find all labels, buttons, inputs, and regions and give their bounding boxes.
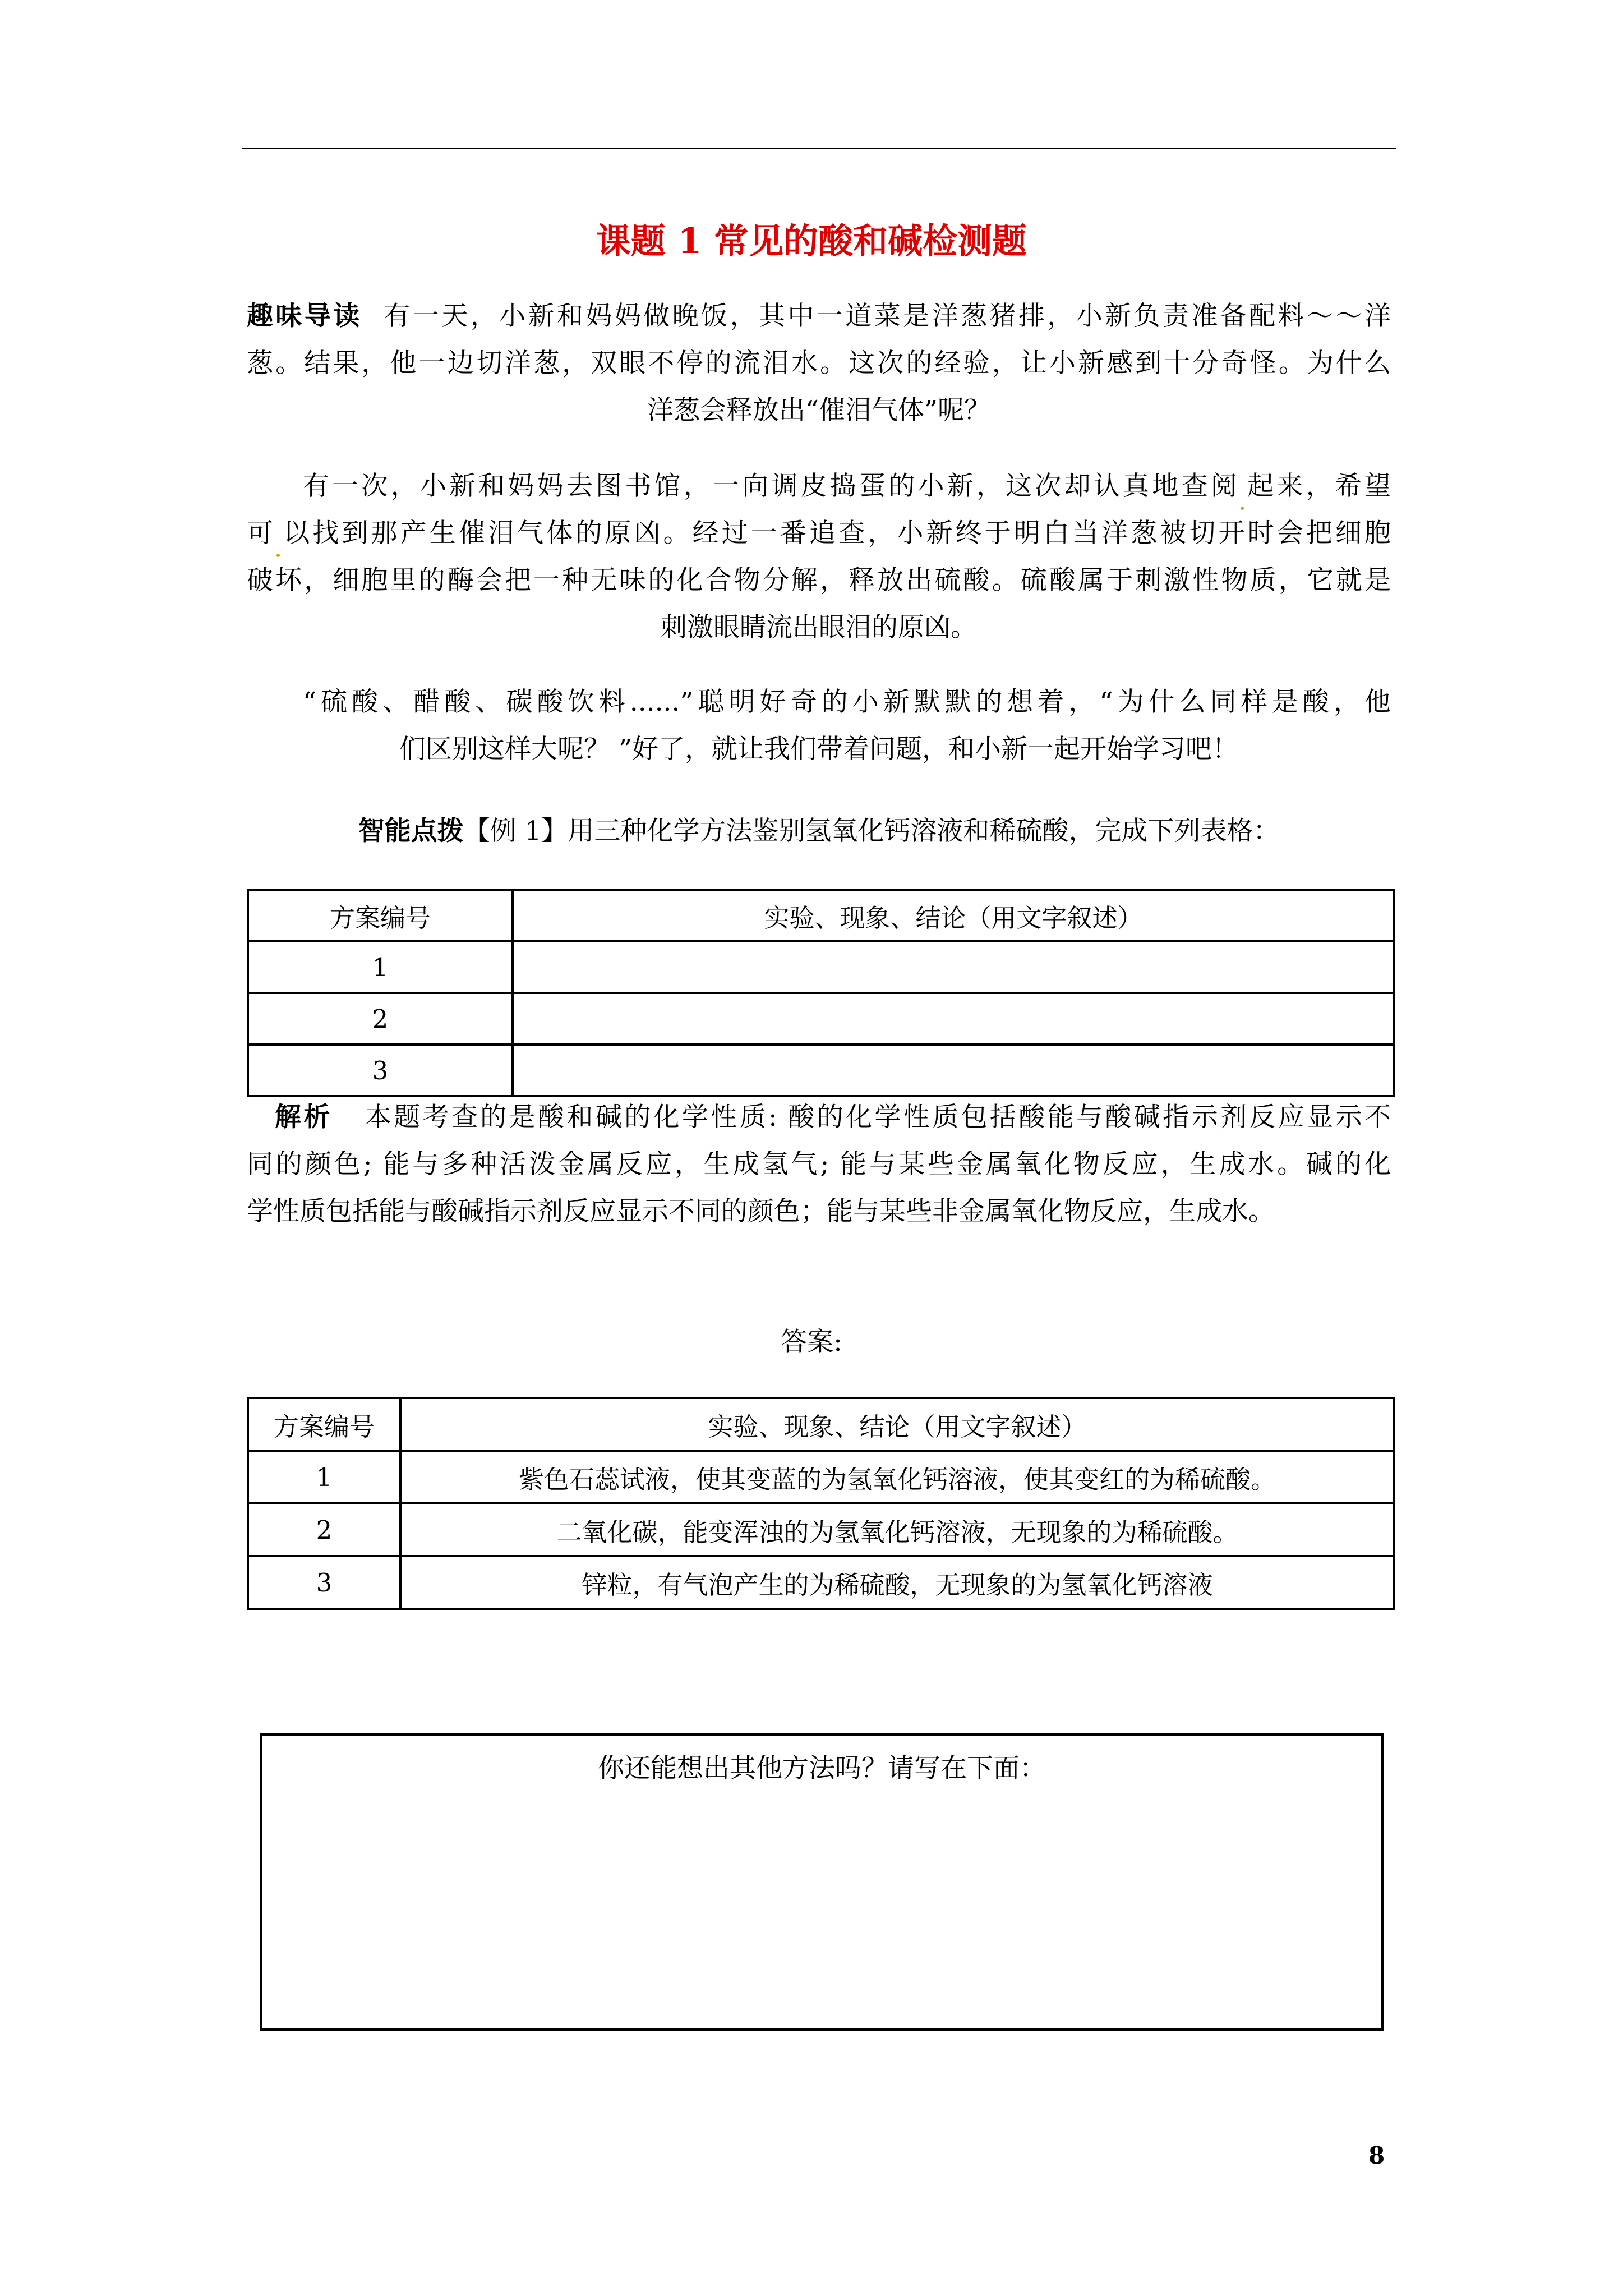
answer-text: 二氧化碳，能变浑浊的为氢氧化钙溶液，无现象的为稀硫酸。 [400, 1503, 1394, 1556]
row-number: 2 [248, 1503, 400, 1556]
table-header-row [248, 890, 1394, 941]
analysis-paragraph [247, 1094, 1391, 1235]
answer-table [247, 1397, 1395, 1610]
header-plan-number: 方案编号 [248, 890, 513, 941]
analysis-line-1: 解析 本题考查的是酸和碱的化学性质: 酸的化学性质包括酸能与酸碱指示剂反应显示不 [275, 1102, 1391, 1133]
write-in-box[interactable] [260, 1733, 1384, 2031]
analysis-line-3: 学性质包括能与酸碱指示剂反应显示不同的颜色；能与某些非金属氧化物反应，生成水。 [247, 1196, 1275, 1227]
answer-text: 锌粒，有气泡产生的为稀硫酸，无现象的为氢氧化钙溶液 [400, 1556, 1394, 1609]
header-description: 实验、现象、结论（用文字叙述） [513, 890, 1394, 941]
write-in-prompt: 你还能想出其他方法吗？请写在下面： [598, 1753, 1046, 1784]
answer-cell[interactable] [513, 941, 1394, 993]
intro-line-1: 趣味导读 有一天，小新和妈妈做晚饭，其中一道菜是洋葱猪排，小新负责准备配料～～洋 [247, 301, 1391, 332]
worksheet-table [247, 889, 1395, 1097]
table-row [248, 993, 1394, 1045]
table-row [248, 1045, 1394, 1096]
answer-text: 紫色石蕊试液，使其变蓝的为氢氧化钙溶液，使其变红的为稀硫酸。 [400, 1451, 1394, 1503]
story-line-4: 刺激眼睛流出眼泪的原凶。 [661, 612, 977, 643]
example-text: 【例 1】用三种化学方法鉴别氢氧化钙溶液和稀硫酸，完成下列表格： [463, 816, 1280, 846]
table-header-row [248, 1398, 1394, 1451]
analysis-lead: 解析 [275, 1102, 333, 1133]
row-number: 1 [248, 1451, 400, 1503]
intro-line-3: 洋葱会释放出“催泪气体”呢？ [647, 395, 991, 426]
story-line-1: 有一次，小新和妈妈去图书馆，一向调皮捣蛋的小新，这次却认真地查阅 起来，希望 [247, 463, 1391, 510]
answer-cell[interactable] [513, 993, 1394, 1045]
row-number: 2 [248, 993, 513, 1045]
header-description: 实验、现象、结论（用文字叙述） [400, 1398, 1394, 1451]
table-row [248, 1503, 1394, 1556]
row-number: 1 [248, 941, 513, 993]
intro-lead: 趣味导读 [247, 301, 362, 332]
intro-paragraph [247, 293, 1391, 434]
header-rule [242, 148, 1396, 149]
page-title: 课题 1 常见的酸和碱检测题 [596, 220, 1027, 261]
story-line-2: 可 以找到那产生催泪气体的原凶。经过一番追查，小新终于明白当洋葱被切开时会把细胞 [247, 510, 1391, 557]
example-heading [247, 808, 1391, 855]
question-line-2: 们区别这样大呢？ ”好了，就让我们带着问题，和小新一起开始学习吧！ [399, 734, 1238, 765]
answer-label: 答案: [781, 1327, 842, 1358]
question-paragraph [247, 679, 1391, 773]
table-row [248, 1556, 1394, 1609]
story-paragraph [247, 463, 1391, 651]
story-line-3: 破坏，细胞里的酶会把一种无味的化合物分解，释放出硫酸。硫酸属于刺激性物质，它就是 [247, 565, 1391, 596]
example-lead: 智能点拨 [358, 816, 464, 846]
answer-cell[interactable] [513, 1045, 1394, 1096]
page-number: 8 [1368, 2142, 1385, 2169]
header-plan-number: 方案编号 [248, 1398, 400, 1451]
table-row [248, 941, 1394, 993]
row-number: 3 [248, 1045, 513, 1096]
question-line-1: “硫酸、醋酸、碳酸饮料......”聪明好奇的小新默默的想着，“为什么同样是酸，他 [303, 687, 1391, 717]
table-row [248, 1451, 1394, 1503]
analysis-line-2: 同的颜色; 能与多种活泼金属反应，生成氢气; 能与某些金属氧化物反应，生成水。碱的化 [247, 1149, 1391, 1180]
row-number: 3 [248, 1556, 400, 1609]
intro-line-2: 葱。结果，他一边切洋葱，双眼不停的流泪水。这次的经验，让小新感到十分奇怪。为什么 [247, 348, 1391, 379]
